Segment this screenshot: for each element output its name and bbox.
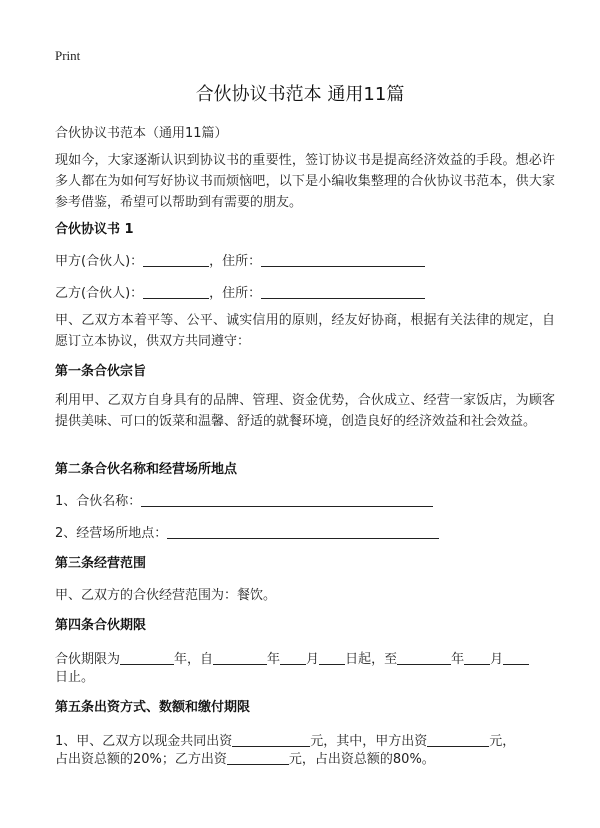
- term-text-2: 年，自: [174, 652, 214, 667]
- capital-text-2: 元，其中，甲方出资: [310, 734, 428, 749]
- business-place-blank: [167, 525, 439, 539]
- partnership-name-line: [55, 490, 433, 509]
- term-text-5: 日起，至: [345, 652, 398, 667]
- term-text-7: 月: [490, 652, 504, 667]
- document-subtitle: 合伙协议书范本（通用11篇）: [55, 126, 228, 141]
- article-3-heading: 第三条经营范围: [55, 556, 147, 571]
- capital-line-1: [55, 730, 515, 749]
- term-text-4: 月: [306, 652, 320, 667]
- party-b-label: 乙方(合伙人)：: [55, 286, 144, 301]
- article-4-heading: 第四条合伙期限: [55, 618, 147, 633]
- party-b-line: [55, 282, 425, 301]
- end-year-blank: [397, 651, 451, 665]
- capital-text-1: 1、甲、乙双方以现金共同出资: [55, 734, 233, 749]
- partnership-name-label: 1、合伙名称：: [55, 494, 142, 509]
- partnership-name-blank: [141, 493, 433, 507]
- party-a-line: [55, 250, 425, 269]
- print-link[interactable]: Print: [55, 48, 81, 63]
- party-b-name-blank: [143, 285, 209, 299]
- article-5-heading: 第五条出资方式、数额和缴付期限: [55, 700, 251, 715]
- term-text-3: 年: [267, 652, 281, 667]
- start-month-blank: [280, 651, 306, 665]
- capital-text-5: 元，占出资总额的80%。: [288, 752, 435, 767]
- business-place-line: [55, 522, 439, 541]
- principle-paragraph: 甲、乙双方本着平等、公平、诚实信用的原则，经友好协商，根据有关法律的规定，自愿订立本协议，供双方共同遵守：: [55, 313, 555, 349]
- term-years-blank: [120, 651, 174, 665]
- party-a-capital-blank: [427, 733, 489, 747]
- document-title: 合伙协议书范本 通用11篇: [195, 84, 405, 105]
- capital-line-2: [55, 748, 435, 767]
- capital-text-3: 元，: [489, 734, 516, 749]
- end-month-blank: [464, 651, 490, 665]
- total-capital-blank: [232, 733, 310, 747]
- party-b-address-label: ，住所：: [209, 286, 262, 301]
- term-line: [55, 648, 529, 667]
- term-text-8: 日止。: [55, 670, 95, 685]
- article-1-body: 利用甲、乙双方自身具有的品牌、管理、资金优势，合伙成立、经营一家饭店，为顾客提供美味、可口的饭菜和温馨、舒适的就餐环境，创造良好的经济效益和社会效益。: [55, 393, 555, 429]
- article-2-heading: 第二条合伙名称和经营场所地点: [55, 462, 238, 477]
- party-a-address-blank: [261, 253, 425, 267]
- end-day-blank: [503, 651, 529, 665]
- term-text-6: 年: [451, 652, 465, 667]
- party-b-capital-blank: [227, 751, 289, 765]
- business-place-label: 2、经营场所地点：: [55, 526, 168, 541]
- agreement-heading: 合伙协议书 1: [55, 222, 134, 237]
- party-a-label: 甲方(合伙人)：: [55, 254, 144, 269]
- article-1-heading: 第一条合伙宗旨: [55, 364, 147, 379]
- party-a-name-blank: [143, 253, 209, 267]
- article-3-body: 甲、乙双方的合伙经营范围为：餐饮。: [55, 588, 277, 603]
- term-line-end: [55, 666, 94, 685]
- term-text-1: 合伙期限为: [55, 652, 121, 667]
- capital-text-4: 占出资总额的20%；乙方出资: [55, 752, 227, 767]
- party-a-address-label: ，住所：: [209, 254, 262, 269]
- start-day-blank: [319, 651, 345, 665]
- intro-paragraph: 现如今，大家逐渐认识到协议书的重要性，签订协议书是提高经济效益的手段。想必许多人都在为如何写好协议书而烦恼吧，以下是小编收集整理的合伙协议书范本，供大家参考借鉴，希望可以帮助到有需要的朋友。: [55, 153, 555, 210]
- party-b-address-blank: [261, 285, 425, 299]
- start-year-blank: [213, 651, 267, 665]
